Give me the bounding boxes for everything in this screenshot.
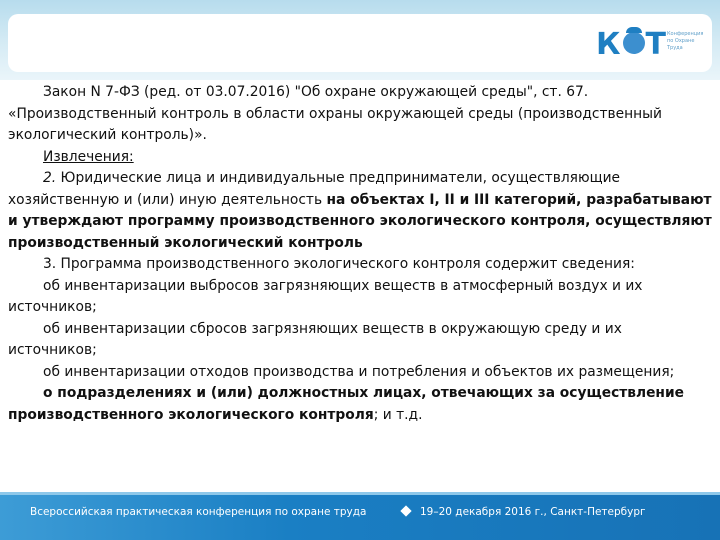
list-item-tail: ; и т.д. [373, 406, 423, 423]
list-item: об инвентаризации сбросов загрязняющих веществ в окружающую среду и их источников; [8, 320, 622, 358]
diamond-icon [400, 505, 411, 516]
logo-letter-t: Т [645, 27, 667, 62]
logo-letter-k: К [596, 27, 622, 62]
paragraph-2 [8, 168, 714, 254]
footer-conference-name: Всероссийская практическая конференция по охране труда [30, 506, 367, 518]
list-item: об инвентаризации выбросов загрязняющих веществ в атмосферный воздух и их источников; [8, 277, 643, 315]
list-item-last [8, 383, 714, 426]
excerpt-label: Извлечения: [43, 148, 134, 165]
kot-logo [596, 22, 708, 68]
paragraph-2-text: Юридические лица и индивидуальные предприниматели, осуществляющие хозяйственную и (или) иную деятельность [8, 170, 621, 208]
footer-bar [0, 492, 720, 540]
paragraph-3: 3. Программа производственного экологического контроля содержит сведения: [43, 256, 635, 272]
list-item-bold: о подразделениях и (или) должностных лицах, отвечающих за осуществление производственного экологического контроля [8, 385, 684, 423]
excerpt-label-line [8, 147, 714, 169]
list-item: об инвентаризации отходов производства и потребления и объектов их размещения; [43, 363, 675, 380]
logo-helmet-icon [623, 32, 645, 54]
document-body [8, 82, 714, 426]
logo-tagline: Конференция по Охране Труда [667, 31, 704, 51]
logo-letters [596, 22, 667, 68]
law-title: Закон N 7-ФЗ (ред. от 03.07.2016) "Об охране окружающей среды", ст. 67. [43, 84, 589, 100]
paragraph-2-bold: на объектах I, II и III категорий, разрабатывают и утверждают программу производственного экологического контроля, осуществляют производственный экологический контроль [8, 191, 712, 251]
footer-date-place: 19–20 декабря 2016 г., Санкт-Петербург [420, 506, 646, 518]
law-subtitle: «Производственный контроль в области охраны окружающей среды (производственный экологический контроль)». [8, 105, 662, 143]
paragraph-2-number: 2. [43, 170, 57, 186]
